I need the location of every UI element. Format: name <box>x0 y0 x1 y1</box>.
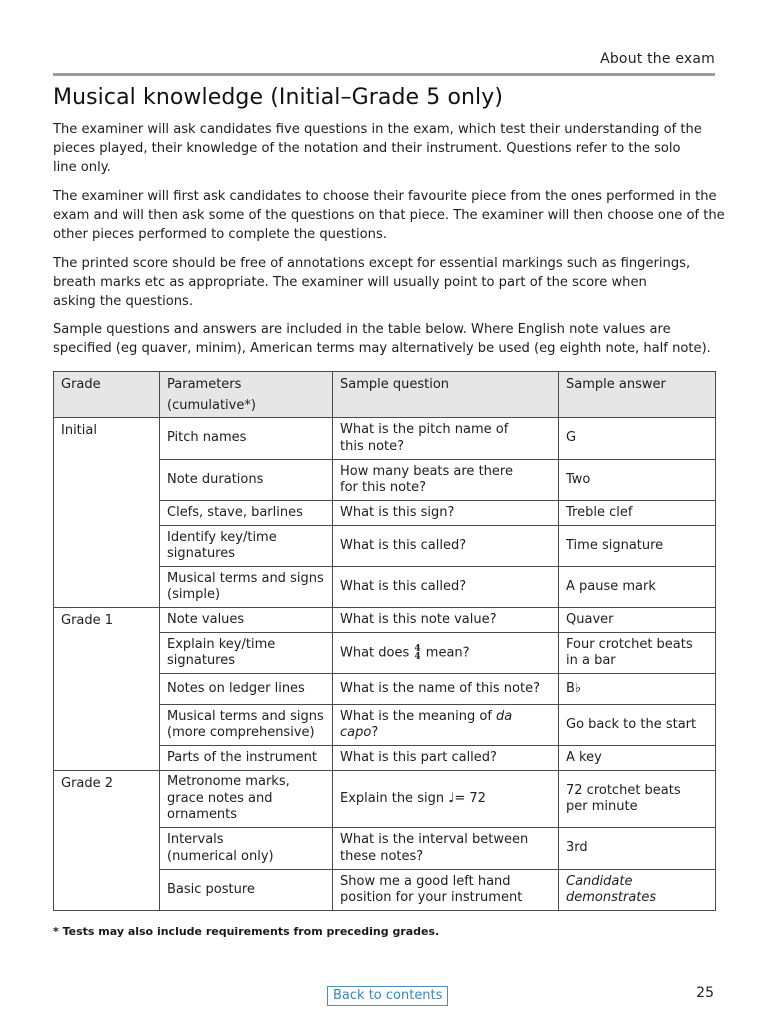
parameter-cell <box>160 746 333 771</box>
cell-text: 3rd <box>566 840 588 856</box>
parameter-cell <box>160 828 333 870</box>
answer-cell <box>559 870 716 911</box>
cell-text: ? <box>371 725 379 740</box>
cell-text: Treble clef <box>566 504 633 520</box>
question-cell <box>333 608 559 633</box>
text-line: exam and will then ask some of the questions on that piece. The examiner will then choose one of the <box>53 208 725 223</box>
question-cell <box>333 526 559 567</box>
cell-text: A key <box>566 749 602 765</box>
question-cell <box>333 501 559 526</box>
cell-text: Intervals <box>167 832 224 847</box>
parameter-cell <box>160 674 333 705</box>
parameter-cell <box>160 870 333 911</box>
cell-text: Go back to the start <box>566 716 697 732</box>
answer-cell <box>559 501 716 526</box>
cell-text: Pitch names <box>167 430 247 446</box>
cell-text: (simple) <box>167 587 221 602</box>
cell-text: Show me a good left hand <box>340 873 511 889</box>
header-grade: Grade <box>54 372 160 418</box>
cell-text: Metronome marks, <box>167 774 290 790</box>
header-sample-answer: Sample answer <box>559 372 716 418</box>
cell-text: What is this sign? <box>340 504 455 520</box>
answer-cell <box>559 526 716 567</box>
header-parameters <box>160 372 333 418</box>
cell-text: What is the interval between <box>340 832 529 847</box>
cell-text: signatures <box>167 546 236 561</box>
time-signature-icon <box>414 645 420 661</box>
answer-cell <box>559 705 716 746</box>
text-line: breath marks etc as appropriate. The examiner will usually point to part of the score when <box>53 275 647 290</box>
cell-text: What is the meaning of <box>340 708 497 724</box>
parameter-cell <box>160 705 333 746</box>
cell-text: A pause mark <box>566 578 656 594</box>
cell-text: per minute <box>566 799 638 814</box>
header-parameters-label: Parameters <box>167 377 242 392</box>
grade-cell: Initial <box>54 418 160 608</box>
header-parameters-note: (cumulative*) <box>167 397 256 413</box>
cell-text: What is the name of this note? <box>340 680 540 696</box>
cell-text: What is this called? <box>340 537 467 553</box>
sample-questions-table <box>53 371 716 911</box>
cell-text: these notes? <box>340 848 424 864</box>
text-line: asking the questions. <box>53 294 194 309</box>
cell-text: 72 crotchet beats <box>566 782 681 798</box>
cell-text: What is the pitch name of <box>340 422 509 437</box>
cell-text: (numerical only) <box>167 848 274 864</box>
cell-text: signatures <box>167 653 236 668</box>
paragraph-3 <box>53 254 717 311</box>
table-row <box>54 608 716 633</box>
cell-text: What is this note value? <box>340 611 497 627</box>
cell-text: Notes on ledger lines <box>167 680 305 696</box>
answer-cell <box>559 567 716 608</box>
cell-text: grace notes and <box>167 790 273 806</box>
text-line: other pieces performed to complete the questions. <box>53 227 387 242</box>
text-line: The examiner will ask candidates five questions in the exam, which test their understanding of the <box>53 122 702 137</box>
parameter-cell <box>160 567 333 608</box>
answer-cell <box>559 418 716 460</box>
text-line: pieces played, their knowledge of the notation and their instrument. Questions refer to the solo <box>53 141 681 156</box>
table-row <box>54 771 716 828</box>
question-cell <box>333 746 559 771</box>
text-line: The printed score should be free of annotations except for essential markings such as fingerings, <box>53 256 691 271</box>
question-cell <box>333 705 559 746</box>
cell-text: demonstrates <box>566 890 657 905</box>
cell-text: Candidate <box>566 873 633 889</box>
text-line: line only. <box>53 160 111 175</box>
answer-cell <box>559 460 716 501</box>
answer-cell <box>559 746 716 771</box>
cell-text: Explain the sign ♩= 72 <box>340 790 486 806</box>
cell-text: Note durations <box>167 471 264 487</box>
grade-cell: Grade 1 <box>54 608 160 771</box>
answer-cell <box>559 828 716 870</box>
cell-text: What does <box>340 645 414 660</box>
cell-text: B♭ <box>566 680 582 696</box>
back-to-contents-link[interactable]: Back to contents <box>327 986 448 1006</box>
cell-text: Basic posture <box>167 881 255 897</box>
cell-text: Quaver <box>566 611 614 627</box>
table-row <box>54 418 716 460</box>
question-cell <box>333 870 559 911</box>
cell-text: Parts of the instrument <box>167 749 318 765</box>
paragraph-4 <box>53 320 717 358</box>
cell-text: What is this part called? <box>340 749 497 765</box>
cell-text: What is this called? <box>340 578 467 594</box>
cell-text: mean? <box>421 645 470 660</box>
cell-text: (more comprehensive) <box>167 725 315 740</box>
grade-cell: Grade 2 <box>54 771 160 911</box>
answer-cell <box>559 608 716 633</box>
cell-text: Note values <box>167 611 245 627</box>
cell-text: position for your instrument <box>340 890 523 905</box>
parameter-cell <box>160 460 333 501</box>
parameter-cell <box>160 526 333 567</box>
cell-text: for this note? <box>340 480 427 495</box>
table-header-row <box>54 372 716 418</box>
page-number: 25 <box>696 985 714 1001</box>
cell-text: Clefs, stave, barlines <box>167 504 303 520</box>
page-title: Musical knowledge (Initial–Grade 5 only) <box>53 85 504 110</box>
cell-text: ornaments <box>167 807 238 823</box>
answer-cell <box>559 771 716 828</box>
parameter-cell <box>160 418 333 460</box>
question-cell <box>333 828 559 870</box>
question-cell <box>333 771 559 828</box>
question-cell <box>333 567 559 608</box>
footnote: * Tests may also include requirements from preceding grades. <box>53 925 440 938</box>
answer-cell <box>559 674 716 705</box>
cell-text: Explain key/time <box>167 636 276 652</box>
text-line: Sample questions and answers are included in the table below. Where English note values are <box>53 322 671 337</box>
cell-text: Four crotchet beats <box>566 636 693 652</box>
header-divider <box>53 73 715 76</box>
cell-text: How many beats are there <box>340 463 513 479</box>
time-signature-bottom: 4 <box>414 651 421 662</box>
question-cell <box>333 633 559 674</box>
section-header: About the exam <box>600 51 715 67</box>
text-line: specified (eg quaver, minim), American terms may alternatively be used (eg eighth note, half note). <box>53 341 711 356</box>
cell-text: Time signature <box>566 537 664 553</box>
answer-cell <box>559 633 716 674</box>
cell-text: G <box>566 430 577 446</box>
paragraph-1 <box>53 120 717 177</box>
header-sample-question: Sample question <box>333 372 559 418</box>
question-cell <box>333 460 559 501</box>
paragraph-2 <box>53 187 725 244</box>
cell-text: Identify key/time <box>167 529 277 545</box>
cell-text: in a bar <box>566 653 616 668</box>
parameter-cell <box>160 633 333 674</box>
cell-text-italic: da capo <box>340 708 513 740</box>
parameter-cell <box>160 501 333 526</box>
question-cell <box>333 674 559 705</box>
cell-text: Musical terms and signs <box>167 708 324 724</box>
question-cell <box>333 418 559 460</box>
text-line: The examiner will first ask candidates to choose their favourite piece from the ones performed in the <box>53 189 717 204</box>
cell-text: Musical terms and signs <box>167 570 324 586</box>
parameter-cell <box>160 608 333 633</box>
cell-text: this note? <box>340 438 405 454</box>
time-signature-top: 4 <box>414 643 421 654</box>
parameter-cell <box>160 771 333 828</box>
cell-text: Two <box>566 471 591 487</box>
